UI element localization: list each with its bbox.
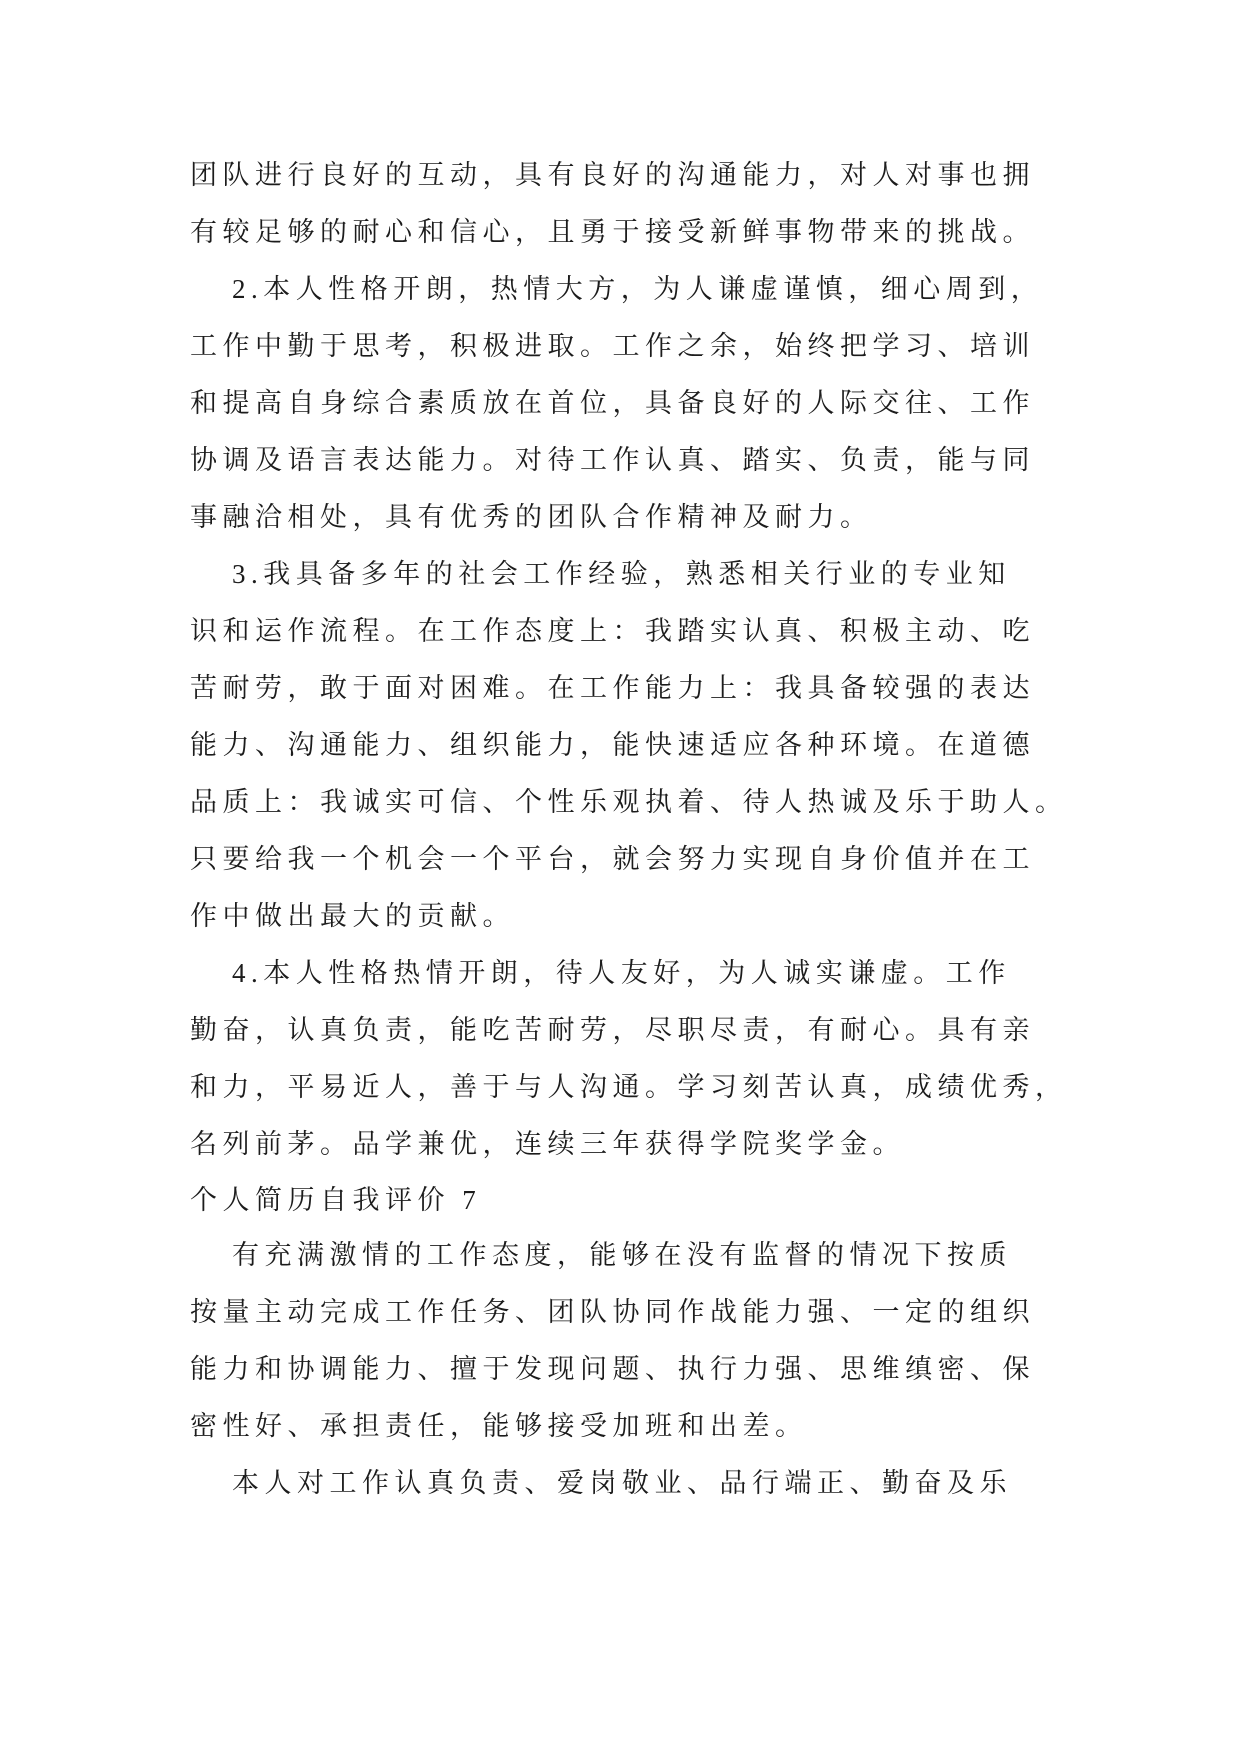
paragraph-line: 和力，平易近人，善于与人沟通。学习刻苦认真，成绩优秀， (190, 1072, 1068, 1102)
paragraph-start: 有充满激情的工作态度，能够在没有监督的情况下按质 (232, 1240, 1012, 1270)
paragraph-line: 团队进行良好的互动，具有良好的沟通能力，对人对事也拥 (190, 160, 1035, 190)
paragraph-line: 和提高自身综合素质放在首位，具备良好的人际交往、工作 (190, 388, 1035, 418)
document-body (190, 147, 1090, 1512)
paragraph-line: 只要给我一个机会一个平台，就会努力实现自身价值并在工 (190, 844, 1035, 874)
paragraph-line: 名列前茅。品学兼优，连续三年获得学院奖学金。 (190, 1129, 905, 1159)
paragraph-line: 能力、沟通能力、组织能力，能快速适应各种环境。在道德 (190, 730, 1035, 760)
paragraph-line: 勤奋，认真负责，能吃苦耐劳，尽职尽责，有耐心。具有亲 (190, 1015, 1035, 1045)
paragraph-line: 协调及语言表达能力。对待工作认真、踏实、负责，能与同 (190, 445, 1035, 475)
list-item-3-start: 3.我具备多年的社会工作经验，熟悉相关行业的专业知 (232, 559, 1011, 589)
paragraph-line: 能力和协调能力、擅于发现问题、执行力强、思维缜密、保 (190, 1354, 1035, 1384)
paragraph-line: 品质上：我诚实可信、个性乐观执着、待人热诚及乐于助人。 (190, 787, 1068, 817)
list-item-2-start: 2.本人性格开朗，热情大方，为人谦虚谨慎，细心周到， (232, 274, 1044, 304)
paragraph-line: 有较足够的耐心和信心，且勇于接受新鲜事物带来的挑战。 (190, 217, 1035, 247)
list-item-4-start: 4.本人性格热情开朗，待人友好，为人诚实谦虚。工作 (232, 958, 1011, 988)
paragraph-line: 按量主动完成工作任务、团队协同作战能力强、一定的组织 (190, 1297, 1035, 1327)
paragraph-line: 事融洽相处，具有优秀的团队合作精神及耐力。 (190, 502, 873, 532)
paragraph-line: 密性好、承担责任，能够接受加班和出差。 (190, 1411, 808, 1441)
paragraph-line: 作中做出最大的贡献。 (190, 901, 515, 931)
paragraph-line: 识和运作流程。在工作态度上：我踏实认真、积极主动、吃 (190, 616, 1035, 646)
paragraph-start: 本人对工作认真负责、爱岗敬业、品行端正、勤奋及乐 (232, 1468, 1012, 1498)
paragraph-line: 苦耐劳，敢于面对困难。在工作能力上：我具备较强的表达 (190, 673, 1035, 703)
paragraph-line: 工作中勤于思考，积极进取。工作之余，始终把学习、培训 (190, 331, 1035, 361)
section-heading: 个人简历自我评价 7 (190, 1185, 482, 1215)
